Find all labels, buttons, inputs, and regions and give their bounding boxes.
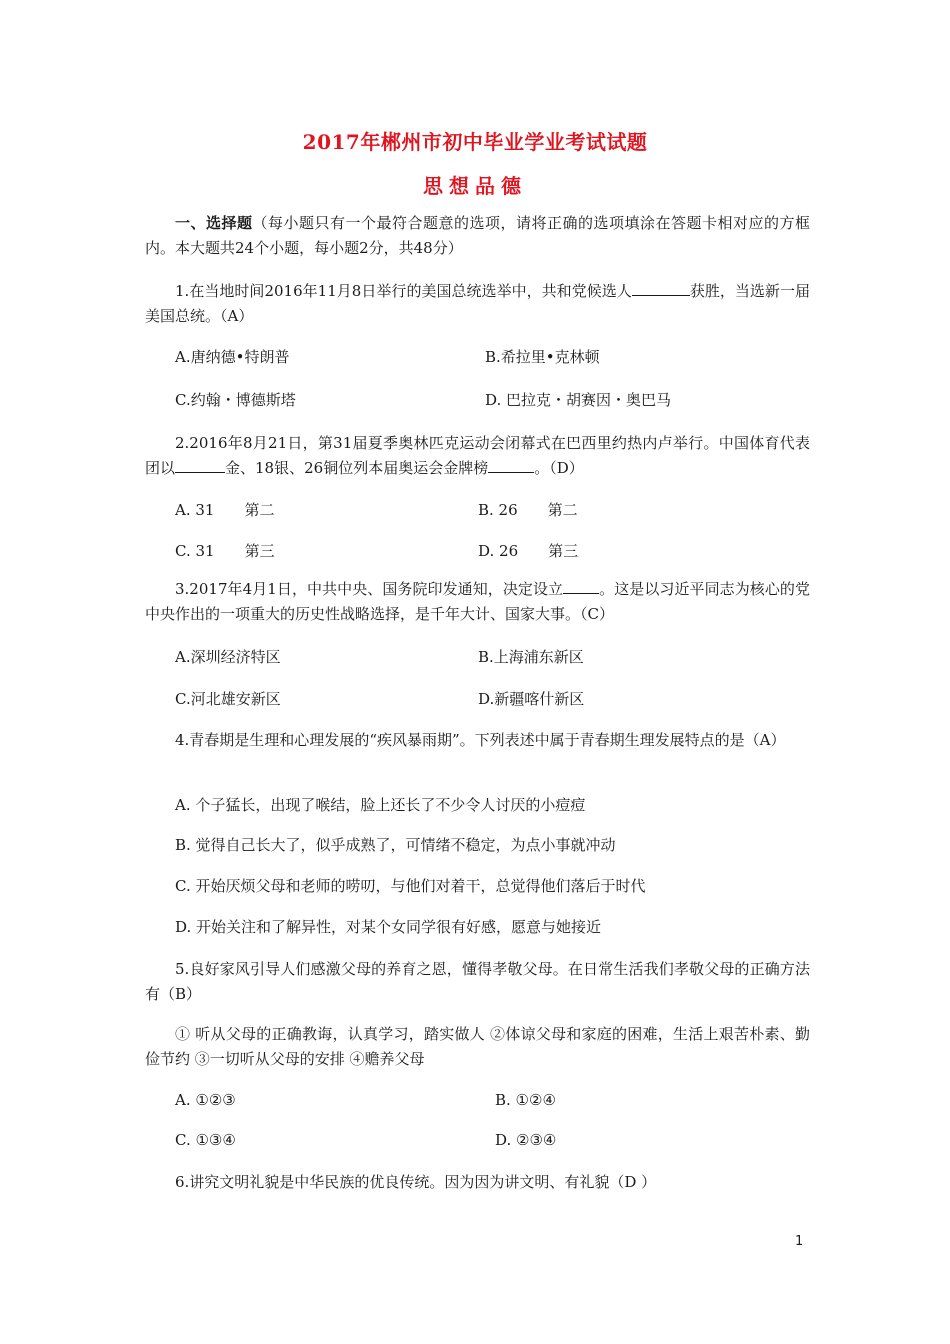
question-5-stem: 5.良好家风引导人们感激父母的养育之恩，懂得孝敬父母。在日常生活我们孝敬父母的正确方法有（B） <box>145 960 810 1003</box>
section-heading: 一、选择题 <box>175 214 253 232</box>
q2-stem-part-b: 金、18银、26铜位列本届奥运会金牌榜 <box>225 459 489 477</box>
q2-stem-part-c: 。（D） <box>534 459 584 477</box>
q3-stem-part-b: 。这是以习近平同志为核心的党中央作出的一项重大的历史性战略选择，是千年大计、国家大事。（C） <box>145 580 810 623</box>
question-2-stem <box>145 431 810 481</box>
question-3-stem <box>145 577 810 627</box>
q5-option-d: D. ②③④ <box>495 1131 557 1149</box>
subject-title: 思想品德 <box>423 174 527 198</box>
q2-option-d: D. 26 第三 <box>478 542 579 560</box>
q3-option-c: C.河北雄安新区 <box>175 690 281 708</box>
q2-option-a: A. 31 第二 <box>175 501 275 519</box>
q3-option-b: B.上海浦东新区 <box>478 648 584 666</box>
q3-stem-part-a: 3.2017年4月1日，中共中央、国务院印发通知，决定设立 <box>175 580 564 598</box>
q2-option-c: C. 31 第三 <box>175 542 275 560</box>
answer-blank <box>632 281 690 296</box>
question-1-stem <box>145 279 810 329</box>
section-instruction <box>145 211 810 261</box>
q2-option-b: B. 26 第二 <box>478 501 578 519</box>
exam-title: 2017年郴州市初中毕业学业考试试题 <box>302 130 648 154</box>
q4-option-b: B. 觉得自己长大了，似乎成熟了，可情绪不稳定，为点小事就冲动 <box>175 836 616 854</box>
answer-blank <box>563 579 599 594</box>
question-5-items: ① 听从父母的正确教诲，认真学习，踏实做人 ②体谅父母和家庭的困难，生活上艰苦朴素、勤俭节约 ③一切听从父母的安排 ④赡养父母 <box>145 1025 810 1068</box>
q1-option-d: D. 巴拉克・胡赛因・奥巴马 <box>485 391 672 409</box>
section-instruction-text: （每小题只有一个最符合题意的选项，请将正确的选项填涂在答题卡相对应的方框内。本大题共24个小题，每小题2分，共48分） <box>145 214 810 257</box>
answer-blank <box>175 458 225 473</box>
answer-blank <box>488 458 534 473</box>
page-number: 1 <box>795 1234 804 1249</box>
q1-stem-part-b: 获胜，当选新一届美国总统。（A） <box>145 282 810 325</box>
q4-option-d: D. 开始关注和了解异性，对某个女同学很有好感，愿意与她接近 <box>175 918 602 936</box>
q5-option-c: C. ①③④ <box>175 1131 236 1149</box>
question-4-stem: 4.青春期是生理和心理发展的“疾风暴雨期”。下列表述中属于青春期生理发展特点的是（A） <box>175 731 786 749</box>
q4-option-c: C. 开始厌烦父母和老师的唠叨，与他们对着干，总觉得他们落后于时代 <box>175 877 646 895</box>
q1-stem-part-a: 1.在当地时间2016年11月8日举行的美国总统选举中，共和党候选人 <box>175 282 632 300</box>
q3-option-a: A.深圳经济特区 <box>175 648 281 666</box>
q5-option-a: A. ①②③ <box>175 1091 236 1109</box>
q2-stem-part-a: 2.2016年8月21日，第31届夏季奥林匹克运动会闭幕式在巴西里约热内卢举行。中国体育代表团以 <box>145 434 810 477</box>
q5-option-b: B. ①②④ <box>495 1091 556 1109</box>
question-6-stem: 6.讲究文明礼貌是中华民族的优良传统。因为因为讲文明、有礼貌（D ） <box>175 1173 657 1191</box>
q4-option-a: A. 个子猛长，出现了喉结，脸上还长了不少令人讨厌的小痘痘 <box>175 796 586 814</box>
q3-option-d: D.新疆喀什新区 <box>478 690 585 708</box>
q1-option-c: C.约翰・博德斯塔 <box>175 391 296 409</box>
q1-option-a: A.唐纳德•特朗普 <box>175 348 290 366</box>
q1-option-b: B.希拉里•克林顿 <box>485 348 600 366</box>
